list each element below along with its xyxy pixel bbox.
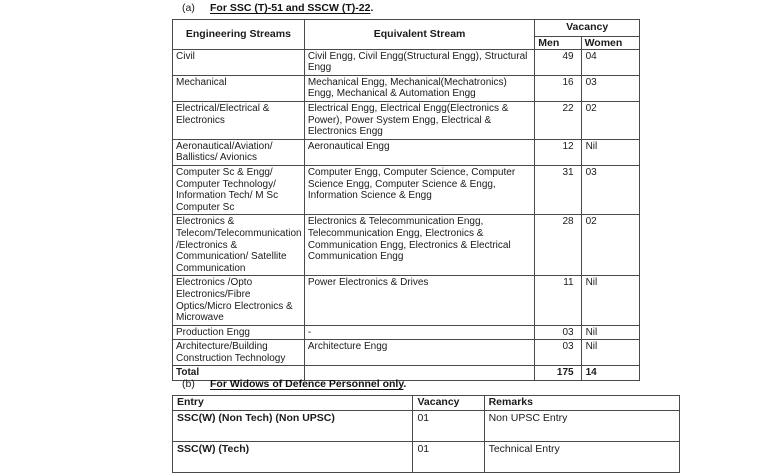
cell-stream: Architecture/Building Construction Technology bbox=[173, 340, 305, 366]
cell-equivalent: Electronics & Telecommunication Engg, Telecommunication Engg, Electronics & Communication Engg, Electronics & Electrical Communication Engg bbox=[304, 215, 534, 276]
header-remarks: Remarks bbox=[484, 396, 679, 411]
cell-men: 03 bbox=[535, 340, 581, 366]
cell-stream: Production Engg bbox=[173, 325, 305, 340]
cell-stream: Electronics /Opto Electronics/Fibre Optics/Micro Electronics & Microwave bbox=[173, 276, 305, 325]
cell-stream: Electrical/Electrical & Electronics bbox=[173, 101, 305, 139]
cell-men: 49 bbox=[535, 49, 581, 75]
widows-vacancy-table bbox=[172, 395, 680, 473]
table-row bbox=[173, 410, 680, 441]
section-a-heading bbox=[182, 2, 652, 17]
cell-women: Nil bbox=[581, 276, 639, 325]
header-equivalent-stream: Equivalent Stream bbox=[304, 20, 534, 50]
table-row bbox=[173, 276, 640, 325]
cell-men: 12 bbox=[535, 139, 581, 165]
cell-equivalent: - bbox=[304, 325, 534, 340]
cell-women: 03 bbox=[581, 75, 639, 101]
cell-men: 22 bbox=[535, 101, 581, 139]
engineering-streams-table bbox=[172, 19, 640, 381]
cell-stream: Electronics & Telecom/Telecommunication /Electronics & Communication/ Satellite Communication bbox=[173, 215, 305, 276]
table-row bbox=[173, 441, 680, 472]
cell-total-men: 175 bbox=[535, 366, 581, 381]
cell-women: Nil bbox=[581, 325, 639, 340]
cell-stream: Mechanical bbox=[173, 75, 305, 101]
cell-vacancy: 01 bbox=[413, 410, 484, 441]
table-header-row-1 bbox=[173, 20, 640, 37]
table-row bbox=[173, 215, 640, 276]
header-men: Men bbox=[535, 36, 581, 49]
cell-women: Nil bbox=[581, 139, 639, 165]
cell-equivalent: Mechanical Engg, Mechanical(Mechatronics) Engg, Mechanical & Automation Engg bbox=[304, 75, 534, 101]
cell-women: 04 bbox=[581, 49, 639, 75]
cell-vacancy: 01 bbox=[413, 441, 484, 472]
section-a-title: For SSC (T)-51 and SSCW (T)-22 bbox=[210, 2, 371, 14]
table-row bbox=[173, 340, 640, 366]
table-row bbox=[173, 75, 640, 101]
cell-total-label: Total bbox=[173, 366, 305, 381]
section-b-heading bbox=[182, 378, 652, 393]
cell-remarks: Technical Entry bbox=[484, 441, 679, 472]
header-vacancy: Vacancy bbox=[413, 396, 484, 411]
cell-women: Nil bbox=[581, 340, 639, 366]
header-engineering-streams: Engineering Streams bbox=[173, 20, 305, 50]
cell-equivalent: Power Electronics & Drives bbox=[304, 276, 534, 325]
table-row bbox=[173, 101, 640, 139]
cell-stream: Aeronautical/Aviation/ Ballistics/ Avionics bbox=[173, 139, 305, 165]
header-vacancy: Vacancy bbox=[535, 20, 640, 37]
header-women: Women bbox=[581, 36, 639, 49]
section-a-label: (a) bbox=[182, 2, 195, 14]
table-row bbox=[173, 165, 640, 214]
table-row bbox=[173, 49, 640, 75]
cell-men: 16 bbox=[535, 75, 581, 101]
cell-men: 31 bbox=[535, 165, 581, 214]
cell-entry: SSC(W) (Tech) bbox=[173, 441, 413, 472]
cell-equivalent: Electrical Engg, Electrical Engg(Electronics & Power), Power System Engg, Electrical & Electronics Engg bbox=[304, 101, 534, 139]
cell-equivalent: Civil Engg, Civil Engg(Structural Engg), Structural Engg bbox=[304, 49, 534, 75]
cell-total-women: 14 bbox=[581, 366, 639, 381]
section-b-period: . bbox=[403, 378, 407, 390]
cell-remarks: Non UPSC Entry bbox=[484, 410, 679, 441]
cell-men: 03 bbox=[535, 325, 581, 340]
widow-header-row bbox=[173, 396, 680, 411]
section-b-title: For Widows of Defence Personnel only bbox=[210, 378, 404, 390]
table-row bbox=[173, 325, 640, 340]
header-entry: Entry bbox=[173, 396, 413, 411]
section-a-period: . bbox=[370, 2, 374, 14]
cell-women: 02 bbox=[581, 215, 639, 276]
cell-men: 28 bbox=[535, 215, 581, 276]
cell-entry: SSC(W) (Non Tech) (Non UPSC) bbox=[173, 410, 413, 441]
cell-stream: Civil bbox=[173, 49, 305, 75]
section-b-label: (b) bbox=[182, 378, 195, 390]
cell-women: 02 bbox=[581, 101, 639, 139]
cell-equivalent: Aeronautical Engg bbox=[304, 139, 534, 165]
cell-men: 11 bbox=[535, 276, 581, 325]
cell-women: 03 bbox=[581, 165, 639, 214]
cell-stream: Computer Sc & Engg/ Computer Technology/ Information Tech/ M Sc Computer Sc bbox=[173, 165, 305, 214]
table-row bbox=[173, 139, 640, 165]
cell-equivalent: Computer Engg, Computer Science, Computer Science Engg, Computer Science & Engg, Information Science & Engg bbox=[304, 165, 534, 214]
cell-equivalent: Architecture Engg bbox=[304, 340, 534, 366]
